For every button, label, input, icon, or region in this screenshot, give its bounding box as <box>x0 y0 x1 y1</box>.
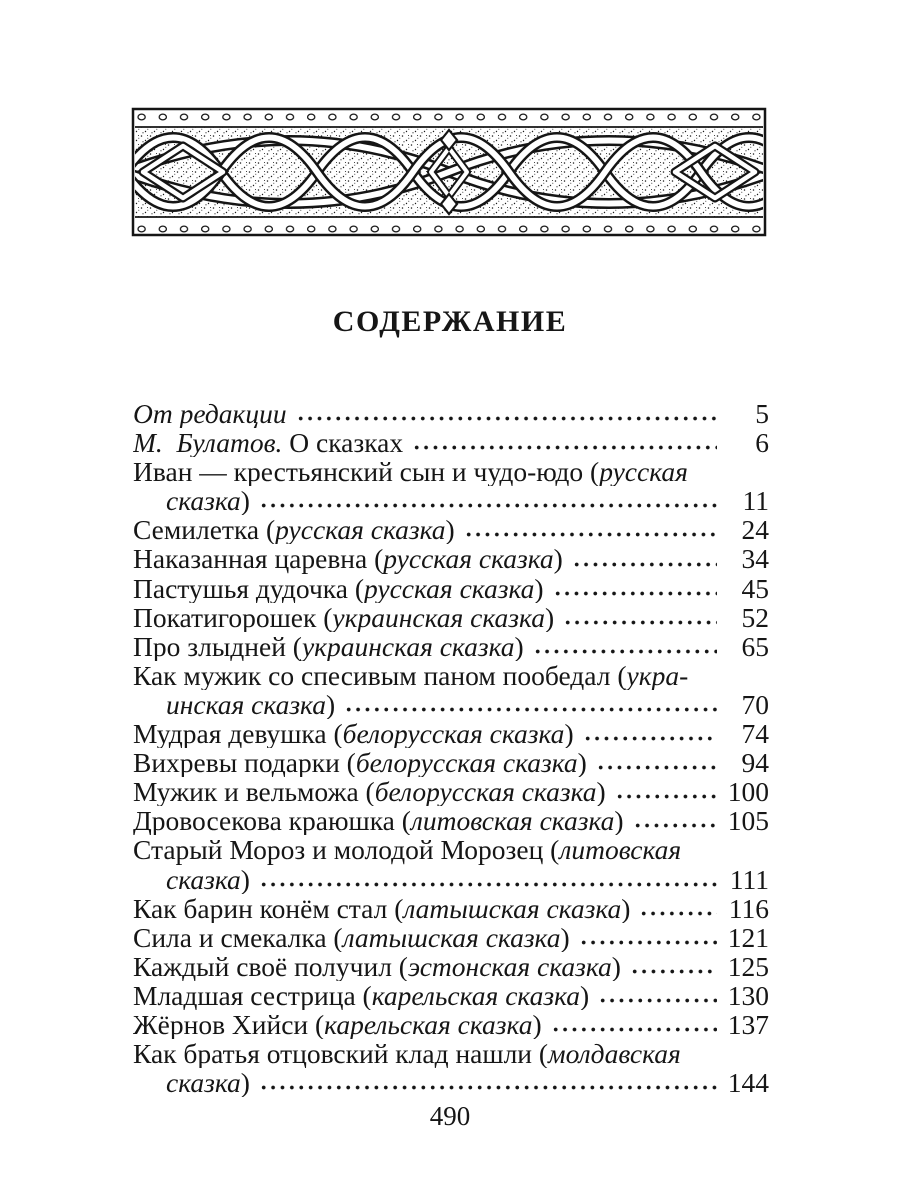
toc-line <box>133 428 769 457</box>
toc-page-number: 111 <box>729 864 769 894</box>
toc-list <box>133 399 769 1097</box>
dot-leader <box>549 1010 717 1039</box>
toc-entry-text: Старый Мороз и молодой Морозец (литовская <box>133 835 682 865</box>
dot-leader <box>342 690 717 719</box>
toc-entry-text: Как барин конём стал (латышская сказка) <box>133 893 631 923</box>
toc-line <box>133 981 769 1010</box>
toc-line <box>133 1039 769 1068</box>
dot-leader <box>561 603 717 632</box>
toc-entry-text: Сила и смекалка (латышская сказка) <box>133 922 570 952</box>
knotwork-headpiece-icon <box>131 107 767 237</box>
toc-line <box>133 865 769 894</box>
toc-page-number: 94 <box>741 748 769 778</box>
toc-line <box>133 399 769 428</box>
dot-leader <box>570 544 717 573</box>
toc-line <box>133 1010 769 1039</box>
toc-entry-text: Вихревы подарки (белорусская сказка) <box>133 748 587 778</box>
toc-entry-text: М. Булатов. О сказках <box>133 428 404 458</box>
toc-entry-text: Покатигорошек (украинская сказка) <box>133 602 555 632</box>
toc-entry-text: Про злыдней (украинская сказка) <box>133 631 524 661</box>
toc-entry-text: Жёрнов Хийси (карельская сказка) <box>133 1009 542 1040</box>
toc-entry-text: Каждый своё получил (эстонская сказка) <box>133 951 621 981</box>
headpiece-ornament <box>131 107 767 237</box>
toc-line <box>133 515 769 544</box>
toc-page-number: 70 <box>741 689 769 720</box>
toc-page-number: 125 <box>727 951 769 981</box>
dot-leader <box>551 574 717 603</box>
toc-line <box>133 690 769 719</box>
toc-entry-text: Иван — крестьянский сын и чудо-юдо (русская <box>133 457 688 487</box>
dot-leader <box>628 952 717 981</box>
toc-line <box>133 661 769 690</box>
toc-page-number: 65 <box>741 631 769 661</box>
toc-line <box>133 748 769 777</box>
toc-line <box>133 952 769 981</box>
toc-page-number: 45 <box>741 573 769 603</box>
dot-leader <box>581 719 717 748</box>
toc-page-number: 24 <box>741 515 769 545</box>
toc-entry-text: сказка) <box>166 486 250 516</box>
toc-line <box>133 894 769 923</box>
toc-entry-text: Младшая сестрица (карельская сказка) <box>133 980 590 1010</box>
page-title: СОДЕРЖАНИЕ <box>332 305 568 338</box>
toc-line <box>133 544 769 573</box>
toc-page-number: 6 <box>755 428 769 458</box>
page-number: 490 <box>429 1101 471 1131</box>
toc-entry-text: Семилетка (русская сказка) <box>133 515 455 545</box>
toc-page-number: 52 <box>741 602 769 632</box>
toc-entry-text: Как мужик со спесивым паном пообедал (укра- <box>133 660 689 690</box>
toc-line <box>133 835 769 864</box>
dot-leader <box>594 748 717 777</box>
toc-entry-text: Как братья отцовский клад нашли (молдавская <box>133 1039 681 1069</box>
dot-leader <box>637 894 717 923</box>
toc-entry-text: инская сказка) <box>166 689 336 720</box>
toc-line <box>133 1068 769 1097</box>
dot-leader <box>577 923 717 952</box>
toc-entry-text: Пастушья дудочка (русская сказка) <box>133 573 544 603</box>
dot-leader <box>257 486 717 515</box>
toc-page-number: 121 <box>727 922 769 952</box>
toc-entry-text: сказка) <box>166 1068 250 1098</box>
toc-page-number: 105 <box>727 806 769 836</box>
dot-leader <box>257 865 717 894</box>
dot-leader <box>531 632 717 661</box>
toc-entry-text: Мудрая девушка (белорусская сказка) <box>133 719 574 749</box>
toc-page-number: 34 <box>741 544 769 574</box>
toc-line <box>133 603 769 632</box>
dot-leader <box>410 428 717 457</box>
toc-line <box>133 486 769 515</box>
toc-entry-text: Дровосекова краюшка (литовская сказка) <box>133 806 624 836</box>
toc-line <box>133 632 769 661</box>
toc-line <box>133 806 769 835</box>
toc-page-number: 144 <box>727 1068 769 1098</box>
dot-leader <box>631 806 717 835</box>
dot-leader <box>462 515 717 544</box>
dot-leader <box>613 777 717 806</box>
toc-entry-text: От редакции <box>133 399 287 429</box>
toc-page-number: 137 <box>727 1009 769 1040</box>
toc-line <box>133 457 769 486</box>
toc-entry-text: сказка) <box>166 864 250 894</box>
toc-line <box>133 923 769 952</box>
toc-line <box>133 574 769 603</box>
toc-page-number: 74 <box>741 719 769 749</box>
dot-leader <box>257 1068 717 1097</box>
toc-page-number: 11 <box>742 486 769 516</box>
toc-page-number: 100 <box>727 777 769 807</box>
toc-entry-text: Мужик и вельможа (белорусская сказка) <box>133 777 606 807</box>
toc-page-number: 116 <box>728 893 769 923</box>
toc-line <box>133 719 769 748</box>
toc-page-number: 5 <box>755 399 769 429</box>
toc-entry-text: Наказанная царевна (русская сказка) <box>133 544 563 574</box>
toc-line <box>133 777 769 806</box>
toc-page-number: 130 <box>727 980 769 1010</box>
dot-leader <box>596 981 717 1010</box>
dot-leader <box>294 399 717 428</box>
